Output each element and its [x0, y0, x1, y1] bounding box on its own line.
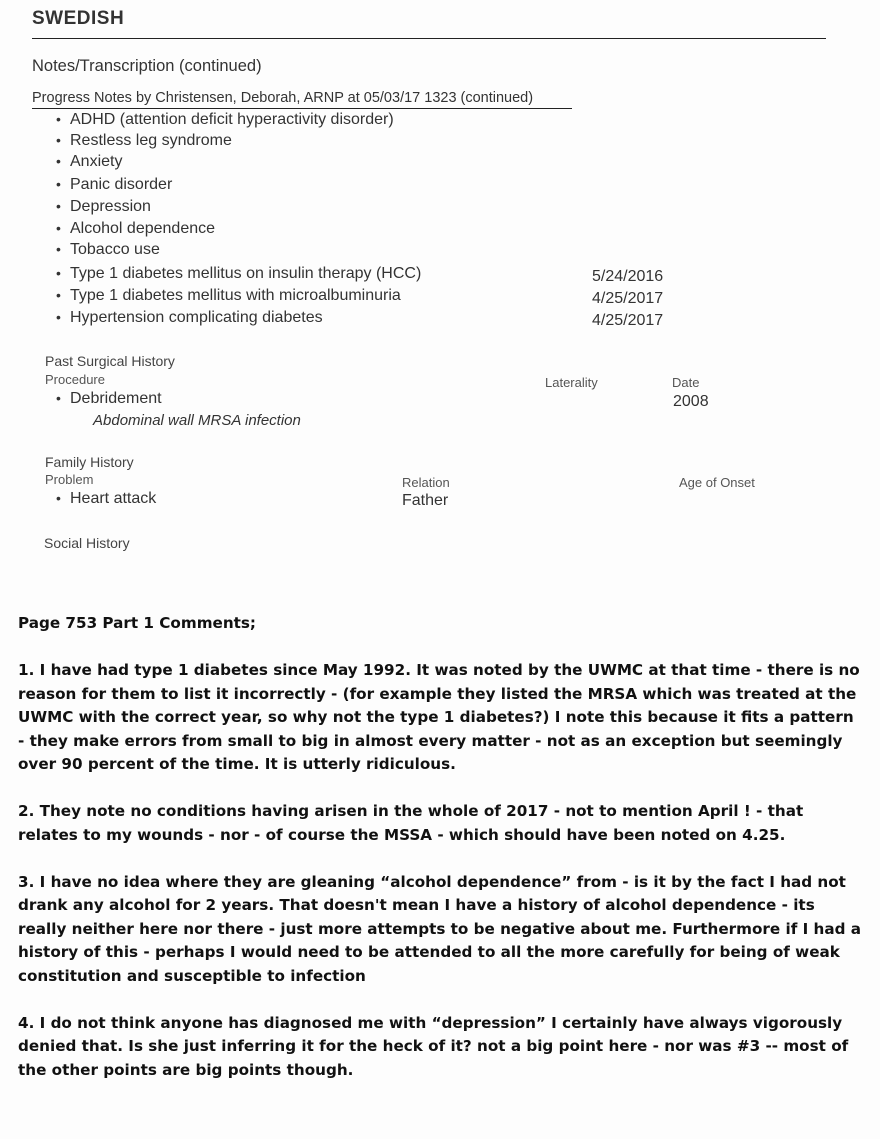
- bullet-icon: •: [56, 490, 61, 506]
- problem-item: [56, 153, 122, 171]
- problem-name: Alcohol dependence: [70, 220, 216, 237]
- procedure-name: Debridement: [70, 390, 162, 407]
- problem-name: Hypertension complicating diabetes: [70, 309, 323, 326]
- document-header-title: SWEDISH: [32, 8, 125, 29]
- bullet-icon: •: [56, 198, 61, 214]
- bullet-icon: •: [56, 309, 61, 325]
- procedure-note: Abdominal wall MRSA infection: [93, 412, 301, 429]
- surgical-history-title: Past Surgical History: [45, 353, 175, 369]
- bullet-icon: •: [56, 265, 61, 281]
- procedure-column-label: Procedure: [45, 372, 105, 387]
- problem-item: [56, 241, 160, 259]
- problem-item: [56, 220, 215, 238]
- problem-name: Anxiety: [70, 153, 123, 170]
- problem-item: [56, 111, 394, 129]
- family-problem-name: Heart attack: [70, 490, 157, 507]
- comment-item: 4. I do not think anyone has diagnosed me with “depression” I certainly have always vigorously denied that. Is she just inferring it for the heck of it? not a big point here - nor was #3 -- most of the other points are big points though.: [18, 1013, 849, 1079]
- procedure-date: 2008: [673, 393, 709, 410]
- family-relation: Father: [402, 492, 449, 509]
- bullet-icon: •: [56, 220, 61, 236]
- social-history-title: Social History: [44, 535, 130, 551]
- problem-date: 4/25/2017: [592, 312, 664, 329]
- problem-name: Type 1 diabetes mellitus with microalbuminuria: [70, 287, 401, 304]
- bullet-icon: •: [56, 132, 61, 148]
- problem-item: [56, 265, 421, 283]
- bullet-icon: •: [56, 241, 61, 257]
- bullet-icon: •: [56, 176, 61, 192]
- problem-name: Panic disorder: [70, 176, 173, 193]
- problem-name: Type 1 diabetes mellitus on insulin therapy (HCC): [70, 265, 422, 282]
- family-problem-item: [56, 490, 156, 508]
- comment-item: 2. They note no conditions having arisen in the whole of 2017 - not to mention April ! - that relates to my wounds - nor - of course the MSSA - which should have been noted on 4.25.: [18, 802, 804, 844]
- bullet-icon: •: [56, 153, 61, 169]
- comments-block: [18, 612, 863, 1106]
- comment-item: 1. I have had type 1 diabetes since May 1992. It was noted by the UWMC at that time - there is no reason for them to list it incorrectly - (for example they listed the MRSA which was treated at the UWMC with the correct year, so why not the type 1 diabetes?) I note this because it fits a pattern - they make errors from small to big in almost every matter - not as an exception but seemingly over 90 percent of the time. It is utterly ridiculous.: [18, 661, 860, 773]
- relation-column-label: Relation: [402, 475, 450, 490]
- laterality-column-label: Laterality: [545, 375, 598, 390]
- problem-item: [56, 198, 151, 216]
- problem-item: [56, 132, 232, 150]
- problem-date: 5/24/2016: [592, 268, 664, 285]
- comments-heading: Page 753 Part 1 Comments;: [18, 614, 257, 632]
- problem-date: 4/25/2017: [592, 290, 664, 307]
- problem-name: Restless leg syndrome: [70, 132, 232, 149]
- problem-name: Tobacco use: [70, 241, 160, 258]
- family-history-title: Family History: [45, 454, 134, 470]
- problem-name: ADHD (attention deficit hyperactivity disorder): [70, 111, 394, 128]
- progress-note-heading: Progress Notes by Christensen, Deborah, ARNP at 05/03/17 1323 (continued): [32, 90, 534, 106]
- comment-item: 3. I have no idea where they are gleaning “alcohol dependence” from - is it by the fact I had not drank any alcohol for 2 years. That doesn't mean I have a history of alcohol dependence - its really neither here nor there - just more attempts to be negative about me. Furthermore if I had a history of this - perhaps I would need to be attended to all the more carefully for being of weak constitution and susceptible to infection: [18, 872, 862, 985]
- progress-note-underline: [32, 108, 572, 109]
- age-of-onset-column-label: Age of Onset: [679, 475, 755, 490]
- header-divider: [32, 38, 826, 39]
- section-title: Notes/Transcription (continued): [32, 57, 262, 75]
- problem-item: [56, 309, 323, 327]
- problem-item: [56, 176, 172, 194]
- problem-column-label: Problem: [45, 472, 94, 487]
- bullet-icon: •: [56, 390, 61, 406]
- problem-item: [56, 287, 401, 305]
- date-column-label: Date: [672, 375, 700, 390]
- bullet-icon: •: [56, 287, 61, 303]
- bullet-icon: •: [56, 111, 61, 127]
- procedure-item: [56, 390, 162, 408]
- problem-name: Depression: [70, 198, 151, 215]
